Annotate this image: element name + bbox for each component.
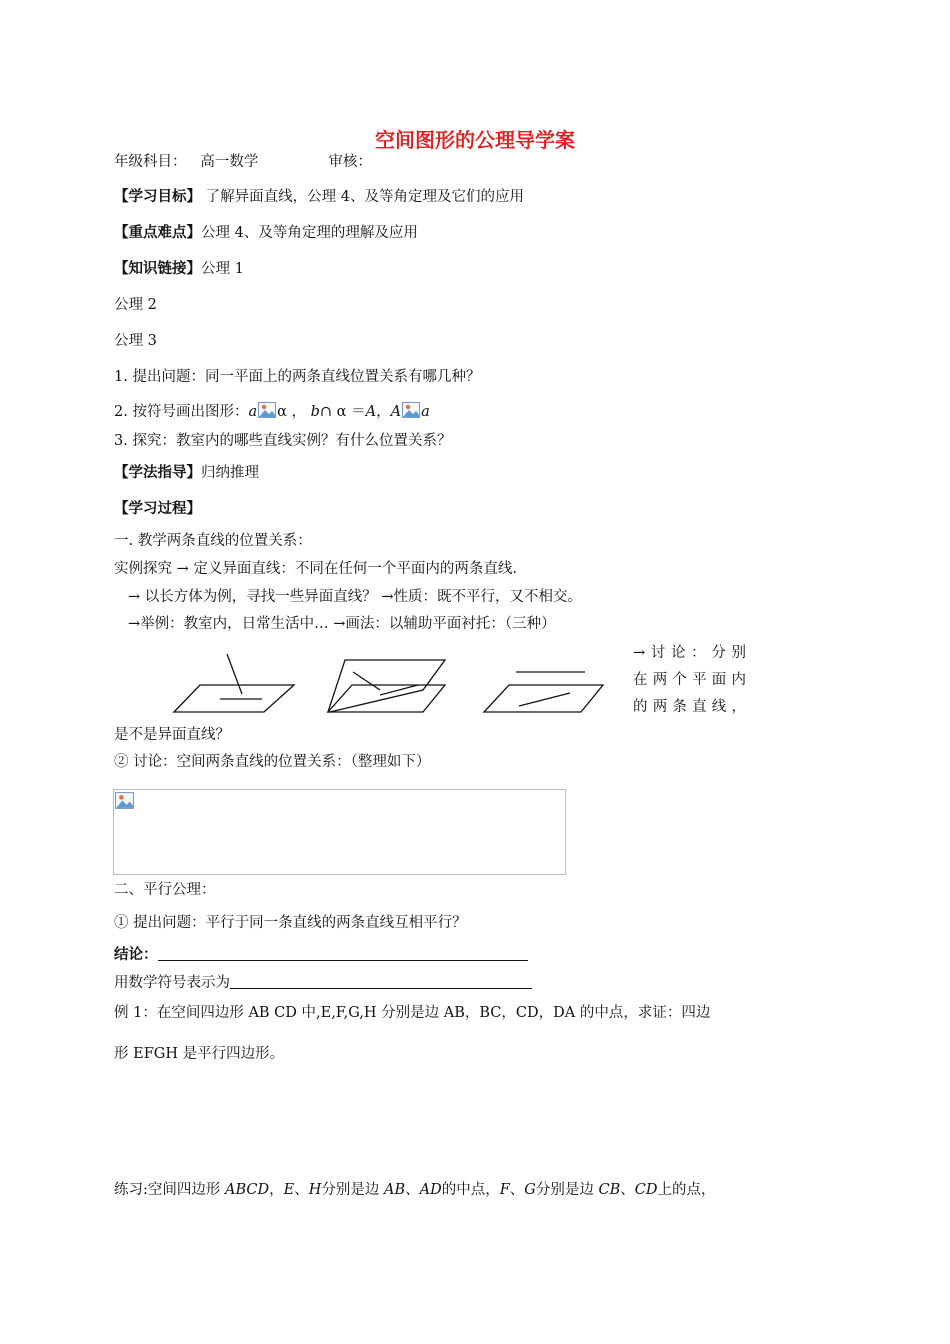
symbol-a: a	[248, 404, 258, 420]
discuss-side-text	[633, 640, 746, 721]
question1: 1. 提出问题：同一平面上的两条直线位置关系有哪几种？	[114, 369, 481, 385]
line-2a	[353, 672, 380, 690]
exercise-text: 、	[294, 1182, 309, 1198]
conclusion-blank[interactable]	[158, 946, 528, 961]
section2-heading: 二、平行公理：	[114, 882, 216, 898]
question3: 3. 探究：教室内的哪些直线实例？有什么位置关系？	[114, 433, 452, 449]
broken-image-icon	[402, 402, 420, 418]
math-symbol-blank[interactable]	[230, 974, 532, 989]
discuss-side-line: →讨论：分别	[633, 645, 746, 661]
conclusion-line	[114, 945, 528, 965]
discuss-tail: 是不是异面直线？	[114, 727, 230, 743]
parallel-question: ① 提出问题：平行于同一条直线的两条直线互相平行？	[114, 915, 467, 931]
symbol-alpha: α ，	[277, 404, 307, 420]
exercise-text: 、	[405, 1182, 420, 1198]
keypoints-text: 公理 4、及等角定理的理解及应用	[201, 225, 418, 241]
page-title: 空间图形的公理导学案	[375, 128, 575, 152]
knowledge-tag: 【知识链接】	[114, 261, 201, 277]
exercise-line	[114, 1180, 715, 1200]
discuss-side-line: 的两条直线，	[633, 699, 746, 715]
process-line	[114, 499, 201, 519]
line-3b	[519, 693, 570, 706]
method-line	[114, 463, 259, 483]
conclusion-label: 结论：	[114, 947, 158, 963]
exercise-text: 练习:空间四边形	[114, 1182, 225, 1198]
objectives-tag: 【学习目标】	[114, 189, 201, 205]
exercise-text: 、	[509, 1182, 525, 1198]
exercise-symbol: ABCD	[225, 1182, 270, 1198]
symbol-cap: ∩ α ＝	[319, 404, 366, 420]
review-label: 审核：	[328, 154, 372, 170]
exercise-symbol: E	[283, 1182, 295, 1198]
figure-3	[484, 672, 603, 712]
knowledge-line	[114, 259, 244, 279]
exercise-text: 上的点，	[657, 1182, 716, 1198]
exercise-symbol: H	[308, 1182, 322, 1198]
axiom3-line: 公理 3	[114, 333, 157, 349]
symbol-a2: a	[421, 404, 430, 420]
example-line: →举例：教室内，日常生活中… →画法：以辅助平面衬托：（三种）	[128, 616, 556, 632]
exercise-text: 分别是边	[535, 1182, 599, 1198]
broken-image-icon	[258, 402, 276, 418]
exercise-text: 分别是边	[321, 1182, 384, 1198]
symbol-b: b	[310, 404, 320, 420]
objectives-line	[114, 187, 524, 207]
symbol-A2: A	[390, 404, 402, 420]
figure-1	[174, 654, 294, 712]
exercise-symbol: F	[499, 1182, 510, 1198]
symbol-comma: ，	[376, 404, 391, 420]
exercise-symbol: CD	[634, 1182, 658, 1198]
define-line: 实例探究 → 定义异面直线：不同在任何一个平面内的两条直线.	[114, 561, 517, 577]
exercise-text: 、	[620, 1182, 635, 1198]
exercise-symbol: AD	[419, 1182, 442, 1198]
math-symbol-label: 用数学符号表示为	[114, 975, 230, 991]
line-2b	[380, 685, 418, 695]
broken-image-icon	[115, 792, 134, 809]
question2	[114, 402, 430, 422]
plane-2a	[328, 660, 445, 712]
section1-heading: 一. 教学两条直线的位置关系：	[114, 533, 312, 549]
exercise-symbol: G	[524, 1182, 536, 1198]
keypoints-tag: 【重点难点】	[114, 225, 201, 241]
method-text: 归纳推理	[201, 465, 259, 481]
cuboid-line: → 以长方体为例，寻找一些异面直线？ →性质：既不平行，又不相交。	[128, 589, 583, 605]
method-tag: 【学法指导】	[114, 465, 201, 481]
grade-value: 高一数学	[200, 154, 259, 170]
figure-2	[328, 660, 445, 712]
example1-line2: 形 EFGH 是平行四边形。	[114, 1046, 285, 1062]
symbol-A: A	[365, 404, 377, 420]
line-1a	[227, 654, 242, 694]
exercise-text: ，	[269, 1182, 284, 1198]
process-tag: 【学习过程】	[114, 501, 201, 517]
header-line	[114, 152, 372, 172]
grade-label: 年级科目：	[114, 154, 187, 170]
exercise-symbol: CB	[598, 1182, 621, 1198]
discuss2-line: ② 讨论：空间两条直线的位置关系：（整理如下）	[114, 754, 431, 770]
math-symbol-line	[114, 973, 532, 993]
discuss-side-line: 在两个平面内	[633, 672, 746, 688]
image-placeholder-box	[113, 789, 566, 875]
exercise-symbol: AB	[383, 1182, 406, 1198]
exercise-text: 的中点，	[441, 1182, 500, 1198]
example1-line1: 例 1：在空间四边形 AB CD 中,E,F,G,H 分别是边 AB，BC，CD，DA 的中点，求证：四边	[114, 1005, 711, 1021]
knowledge-text: 公理 1	[201, 261, 244, 277]
axiom2-line: 公理 2	[114, 297, 157, 313]
plane-3	[484, 685, 603, 712]
skew-lines-figures	[170, 648, 620, 718]
question2-prefix: 2. 按符号画出图形：	[114, 404, 249, 420]
keypoints-line	[114, 223, 418, 243]
objectives-text: 了解异面直线，公理 4、及等角定理及它们的应用	[205, 189, 524, 205]
